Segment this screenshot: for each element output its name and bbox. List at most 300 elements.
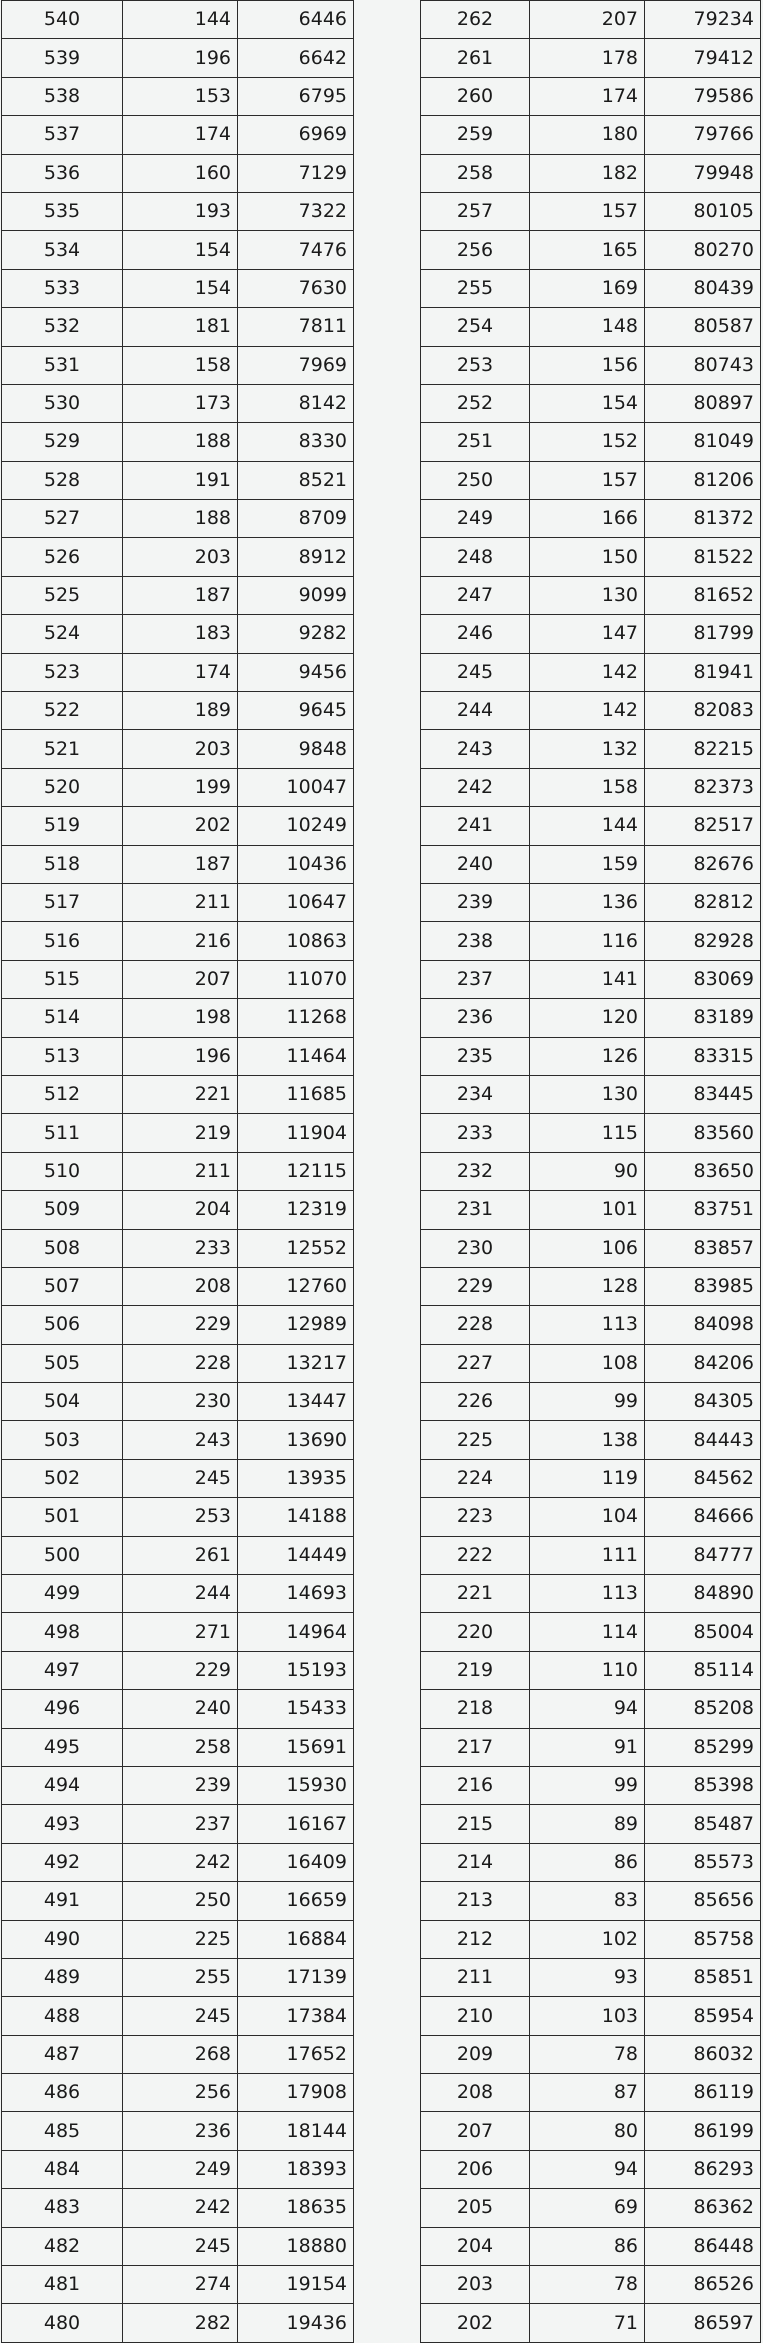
score-cell: 525: [2, 576, 123, 614]
count-cell: 239: [123, 1766, 238, 1804]
table-row: [421, 2074, 761, 2112]
count-cell: 87: [530, 2074, 645, 2112]
count-cell: 166: [530, 500, 645, 538]
count-cell: 208: [123, 1267, 238, 1305]
cumulative-cell: 86526: [645, 2266, 761, 2304]
count-cell: 86: [530, 2227, 645, 2265]
count-cell: 268: [123, 2035, 238, 2073]
cumulative-cell: 81941: [645, 653, 761, 691]
cumulative-cell: 12115: [238, 1152, 354, 1190]
count-cell: 242: [123, 1843, 238, 1881]
table-row: [421, 192, 761, 230]
cumulative-cell: 81049: [645, 423, 761, 461]
cumulative-cell: 85573: [645, 1843, 761, 1881]
score-cell: 206: [421, 2150, 530, 2188]
table-row: [2, 116, 354, 154]
count-cell: 150: [530, 538, 645, 576]
table-row: [421, 384, 761, 422]
cumulative-cell: 11464: [238, 1037, 354, 1075]
cumulative-cell: 86448: [645, 2227, 761, 2265]
cumulative-cell: 80587: [645, 308, 761, 346]
cumulative-cell: 83650: [645, 1152, 761, 1190]
table-row: [2, 384, 354, 422]
table-row: [421, 1114, 761, 1152]
cumulative-cell: 7811: [238, 308, 354, 346]
cumulative-cell: 13935: [238, 1459, 354, 1497]
score-cell: 528: [2, 461, 123, 499]
score-cell: 230: [421, 1229, 530, 1267]
table-row: [421, 1728, 761, 1766]
table-row: [421, 1958, 761, 1996]
score-cell: 221: [421, 1575, 530, 1613]
table-row: [2, 1498, 354, 1536]
count-cell: 243: [123, 1421, 238, 1459]
score-cell: 520: [2, 768, 123, 806]
cumulative-cell: 79412: [645, 39, 761, 77]
table-row: [421, 922, 761, 960]
table-row: [421, 423, 761, 461]
table-row: [421, 576, 761, 614]
score-cell: 220: [421, 1613, 530, 1651]
score-cell: 238: [421, 922, 530, 960]
score-cell: 203: [421, 2266, 530, 2304]
score-cell: 218: [421, 1690, 530, 1728]
table-body-right: [421, 1, 761, 2343]
table-row: [421, 2266, 761, 2304]
table-row: [2, 1575, 354, 1613]
score-cell: 233: [421, 1114, 530, 1152]
table-row: [2, 922, 354, 960]
cumulative-cell: 11685: [238, 1075, 354, 1113]
score-cell: 245: [421, 653, 530, 691]
table-row: [2, 576, 354, 614]
count-cell: 78: [530, 2035, 645, 2073]
cumulative-cell: 16659: [238, 1882, 354, 1920]
score-cell: 243: [421, 730, 530, 768]
cumulative-cell: 15193: [238, 1651, 354, 1689]
table-row: [421, 653, 761, 691]
table-row: [421, 269, 761, 307]
count-cell: 94: [530, 2150, 645, 2188]
cumulative-cell: 83857: [645, 1229, 761, 1267]
cumulative-cell: 83985: [645, 1267, 761, 1305]
cumulative-cell: 19436: [238, 2304, 354, 2342]
table-row: [2, 1651, 354, 1689]
cumulative-cell: 13690: [238, 1421, 354, 1459]
table-row: [2, 1843, 354, 1881]
count-cell: 157: [530, 192, 645, 230]
score-cell: 207: [421, 2112, 530, 2150]
score-cell: 533: [2, 269, 123, 307]
cumulative-cell: 17652: [238, 2035, 354, 2073]
count-cell: 111: [530, 1536, 645, 1574]
count-cell: 187: [123, 845, 238, 883]
score-cell: 502: [2, 1459, 123, 1497]
count-cell: 120: [530, 999, 645, 1037]
table-row: [2, 1459, 354, 1497]
table-row: [2, 883, 354, 921]
score-cell: 540: [2, 1, 123, 39]
table-row: [2, 1421, 354, 1459]
cumulative-cell: 8709: [238, 500, 354, 538]
count-cell: 229: [123, 1306, 238, 1344]
score-table-left: [1, 0, 354, 2343]
cumulative-cell: 85114: [645, 1651, 761, 1689]
table-row: [2, 1690, 354, 1728]
cumulative-cell: 6969: [238, 116, 354, 154]
count-cell: 249: [123, 2150, 238, 2188]
cumulative-cell: 10047: [238, 768, 354, 806]
table-row: [2, 154, 354, 192]
count-cell: 244: [123, 1575, 238, 1613]
count-cell: 202: [123, 807, 238, 845]
cumulative-cell: 12319: [238, 1191, 354, 1229]
table-row: [2, 1152, 354, 1190]
cumulative-cell: 9099: [238, 576, 354, 614]
count-cell: 78: [530, 2266, 645, 2304]
count-cell: 152: [530, 423, 645, 461]
score-cell: 210: [421, 1997, 530, 2035]
cumulative-cell: 84890: [645, 1575, 761, 1613]
score-cell: 222: [421, 1536, 530, 1574]
score-cell: 491: [2, 1882, 123, 1920]
cumulative-cell: 85004: [645, 1613, 761, 1651]
score-cell: 495: [2, 1728, 123, 1766]
table-row: [2, 1958, 354, 1996]
cumulative-cell: 7476: [238, 231, 354, 269]
count-cell: 132: [530, 730, 645, 768]
table-row: [421, 1344, 761, 1382]
cumulative-cell: 82215: [645, 730, 761, 768]
cumulative-cell: 15930: [238, 1766, 354, 1804]
score-cell: 521: [2, 730, 123, 768]
count-cell: 69: [530, 2189, 645, 2227]
count-cell: 160: [123, 154, 238, 192]
cumulative-cell: 80743: [645, 346, 761, 384]
count-cell: 83: [530, 1882, 645, 1920]
score-cell: 251: [421, 423, 530, 461]
count-cell: 147: [530, 615, 645, 653]
cumulative-cell: 84443: [645, 1421, 761, 1459]
cumulative-cell: 86293: [645, 2150, 761, 2188]
cumulative-cell: 10249: [238, 807, 354, 845]
cumulative-cell: 85758: [645, 1920, 761, 1958]
table-row: [421, 692, 761, 730]
cumulative-cell: 9848: [238, 730, 354, 768]
cumulative-cell: 7969: [238, 346, 354, 384]
count-cell: 203: [123, 730, 238, 768]
cumulative-cell: 14449: [238, 1536, 354, 1574]
table-row: [2, 1191, 354, 1229]
count-cell: 104: [530, 1498, 645, 1536]
count-cell: 258: [123, 1728, 238, 1766]
table-row: [2, 500, 354, 538]
count-cell: 102: [530, 1920, 645, 1958]
cumulative-cell: 9456: [238, 653, 354, 691]
score-cell: 259: [421, 116, 530, 154]
cumulative-cell: 85656: [645, 1882, 761, 1920]
cumulative-cell: 79234: [645, 1, 761, 39]
cumulative-cell: 15433: [238, 1690, 354, 1728]
count-cell: 108: [530, 1344, 645, 1382]
count-cell: 245: [123, 1997, 238, 2035]
score-cell: 219: [421, 1651, 530, 1689]
count-cell: 182: [530, 154, 645, 192]
score-cell: 486: [2, 2074, 123, 2112]
count-cell: 245: [123, 2227, 238, 2265]
table-row: [421, 1575, 761, 1613]
table-row: [421, 1, 761, 39]
table-row: [421, 1306, 761, 1344]
count-cell: 154: [530, 384, 645, 422]
count-cell: 198: [123, 999, 238, 1037]
table-row: [2, 999, 354, 1037]
count-cell: 103: [530, 1997, 645, 2035]
cumulative-cell: 11904: [238, 1114, 354, 1152]
score-cell: 216: [421, 1766, 530, 1804]
cumulative-cell: 85954: [645, 1997, 761, 2035]
cumulative-cell: 83069: [645, 960, 761, 998]
score-cell: 493: [2, 1805, 123, 1843]
cumulative-cell: 8912: [238, 538, 354, 576]
count-cell: 191: [123, 461, 238, 499]
table-row: [2, 2112, 354, 2150]
cumulative-cell: 13447: [238, 1383, 354, 1421]
score-cell: 261: [421, 39, 530, 77]
count-cell: 119: [530, 1459, 645, 1497]
count-cell: 99: [530, 1766, 645, 1804]
score-cell: 531: [2, 346, 123, 384]
score-cell: 481: [2, 2266, 123, 2304]
count-cell: 188: [123, 423, 238, 461]
score-cell: 500: [2, 1536, 123, 1574]
count-cell: 138: [530, 1421, 645, 1459]
count-cell: 156: [530, 346, 645, 384]
table-row: [2, 2035, 354, 2073]
table-row: [2, 2266, 354, 2304]
table-row: [2, 423, 354, 461]
count-cell: 189: [123, 692, 238, 730]
score-cell: 256: [421, 231, 530, 269]
count-cell: 237: [123, 1805, 238, 1843]
table-row: [2, 1075, 354, 1113]
count-cell: 178: [530, 39, 645, 77]
score-cell: 223: [421, 1498, 530, 1536]
score-cell: 228: [421, 1306, 530, 1344]
table-row: [2, 77, 354, 115]
score-cell: 510: [2, 1152, 123, 1190]
table-row: [421, 2112, 761, 2150]
cumulative-cell: 9645: [238, 692, 354, 730]
score-cell: 505: [2, 1344, 123, 1382]
count-cell: 101: [530, 1191, 645, 1229]
score-cell: 490: [2, 1920, 123, 1958]
table-row: [2, 1229, 354, 1267]
cumulative-cell: 86119: [645, 2074, 761, 2112]
score-cell: 509: [2, 1191, 123, 1229]
cumulative-cell: 82676: [645, 845, 761, 883]
score-cell: 252: [421, 384, 530, 422]
cumulative-cell: 81372: [645, 500, 761, 538]
count-cell: 207: [530, 1, 645, 39]
count-cell: 216: [123, 922, 238, 960]
table-row: [2, 1613, 354, 1651]
table-row: [421, 768, 761, 806]
score-cell: 211: [421, 1958, 530, 1996]
count-cell: 187: [123, 576, 238, 614]
table-row: [2, 1037, 354, 1075]
count-cell: 106: [530, 1229, 645, 1267]
table-row: [421, 1843, 761, 1881]
table-row: [421, 1267, 761, 1305]
table-row: [421, 2035, 761, 2073]
score-cell: 226: [421, 1383, 530, 1421]
cumulative-cell: 80439: [645, 269, 761, 307]
count-cell: 80: [530, 2112, 645, 2150]
cumulative-cell: 80897: [645, 384, 761, 422]
score-cell: 504: [2, 1383, 123, 1421]
cumulative-cell: 11268: [238, 999, 354, 1037]
score-cell: 496: [2, 1690, 123, 1728]
count-cell: 91: [530, 1728, 645, 1766]
score-cell: 536: [2, 154, 123, 192]
table-row: [421, 1766, 761, 1804]
count-cell: 89: [530, 1805, 645, 1843]
cumulative-cell: 83315: [645, 1037, 761, 1075]
score-cell: 539: [2, 39, 123, 77]
table-row: [421, 730, 761, 768]
table-row: [2, 692, 354, 730]
count-cell: 113: [530, 1306, 645, 1344]
table-row: [421, 1690, 761, 1728]
table-row: [421, 346, 761, 384]
cumulative-cell: 85398: [645, 1766, 761, 1804]
score-cell: 527: [2, 500, 123, 538]
cumulative-cell: 84666: [645, 1498, 761, 1536]
score-cell: 526: [2, 538, 123, 576]
cumulative-cell: 17139: [238, 1958, 354, 1996]
count-cell: 253: [123, 1498, 238, 1536]
score-cell: 524: [2, 615, 123, 653]
cumulative-cell: 81206: [645, 461, 761, 499]
count-cell: 157: [530, 461, 645, 499]
table-row: [421, 1997, 761, 2035]
cumulative-cell: 83445: [645, 1075, 761, 1113]
count-cell: 219: [123, 1114, 238, 1152]
count-cell: 181: [123, 308, 238, 346]
count-cell: 204: [123, 1191, 238, 1229]
count-cell: 236: [123, 2112, 238, 2150]
count-cell: 240: [123, 1690, 238, 1728]
table-row: [2, 615, 354, 653]
count-cell: 136: [530, 883, 645, 921]
score-cell: 506: [2, 1306, 123, 1344]
count-cell: 154: [123, 231, 238, 269]
count-cell: 158: [530, 768, 645, 806]
count-cell: 142: [530, 653, 645, 691]
count-cell: 245: [123, 1459, 238, 1497]
cumulative-cell: 14188: [238, 1498, 354, 1536]
score-cell: 537: [2, 116, 123, 154]
cumulative-cell: 83751: [645, 1191, 761, 1229]
count-cell: 193: [123, 192, 238, 230]
table-row: [2, 39, 354, 77]
count-cell: 230: [123, 1383, 238, 1421]
score-cell: 498: [2, 1613, 123, 1651]
table-row: [2, 1267, 354, 1305]
cumulative-cell: 83560: [645, 1114, 761, 1152]
cumulative-cell: 8521: [238, 461, 354, 499]
table-row: [2, 269, 354, 307]
cumulative-cell: 84777: [645, 1536, 761, 1574]
cumulative-cell: 84562: [645, 1459, 761, 1497]
count-cell: 144: [123, 1, 238, 39]
score-cell: 489: [2, 1958, 123, 1996]
count-cell: 153: [123, 77, 238, 115]
score-cell: 224: [421, 1459, 530, 1497]
count-cell: 203: [123, 538, 238, 576]
score-cell: 492: [2, 1843, 123, 1881]
table-row: [421, 960, 761, 998]
cumulative-cell: 86032: [645, 2035, 761, 2073]
cumulative-cell: 81799: [645, 615, 761, 653]
count-cell: 110: [530, 1651, 645, 1689]
score-cell: 246: [421, 615, 530, 653]
cumulative-cell: 82083: [645, 692, 761, 730]
score-cell: 202: [421, 2304, 530, 2342]
count-cell: 183: [123, 615, 238, 653]
cumulative-cell: 86597: [645, 2304, 761, 2342]
cumulative-cell: 86199: [645, 2112, 761, 2150]
table-row: [421, 1613, 761, 1651]
score-cell: 530: [2, 384, 123, 422]
table-row: [2, 2074, 354, 2112]
count-cell: 255: [123, 1958, 238, 1996]
table-row: [2, 1344, 354, 1382]
score-cell: 235: [421, 1037, 530, 1075]
score-cell: 482: [2, 2227, 123, 2265]
score-cell: 237: [421, 960, 530, 998]
count-cell: 282: [123, 2304, 238, 2342]
table-row: [2, 1882, 354, 1920]
count-cell: 211: [123, 883, 238, 921]
count-cell: 144: [530, 807, 645, 845]
count-cell: 114: [530, 1613, 645, 1651]
table-row: [2, 653, 354, 691]
score-cell: 257: [421, 192, 530, 230]
score-cell: 254: [421, 308, 530, 346]
score-cell: 507: [2, 1267, 123, 1305]
table-row: [421, 1536, 761, 1574]
table-row: [2, 2150, 354, 2188]
table-row: [421, 500, 761, 538]
score-cell: 244: [421, 692, 530, 730]
table-row: [2, 346, 354, 384]
score-cell: 514: [2, 999, 123, 1037]
score-cell: 231: [421, 1191, 530, 1229]
table-row: [421, 1075, 761, 1113]
table-row: [2, 730, 354, 768]
cumulative-cell: 84098: [645, 1306, 761, 1344]
cumulative-cell: 7129: [238, 154, 354, 192]
score-cell: 508: [2, 1229, 123, 1267]
cumulative-cell: 12552: [238, 1229, 354, 1267]
count-cell: 174: [123, 653, 238, 691]
count-cell: 242: [123, 2189, 238, 2227]
table-row: [2, 768, 354, 806]
score-cell: 529: [2, 423, 123, 461]
score-cell: 522: [2, 692, 123, 730]
